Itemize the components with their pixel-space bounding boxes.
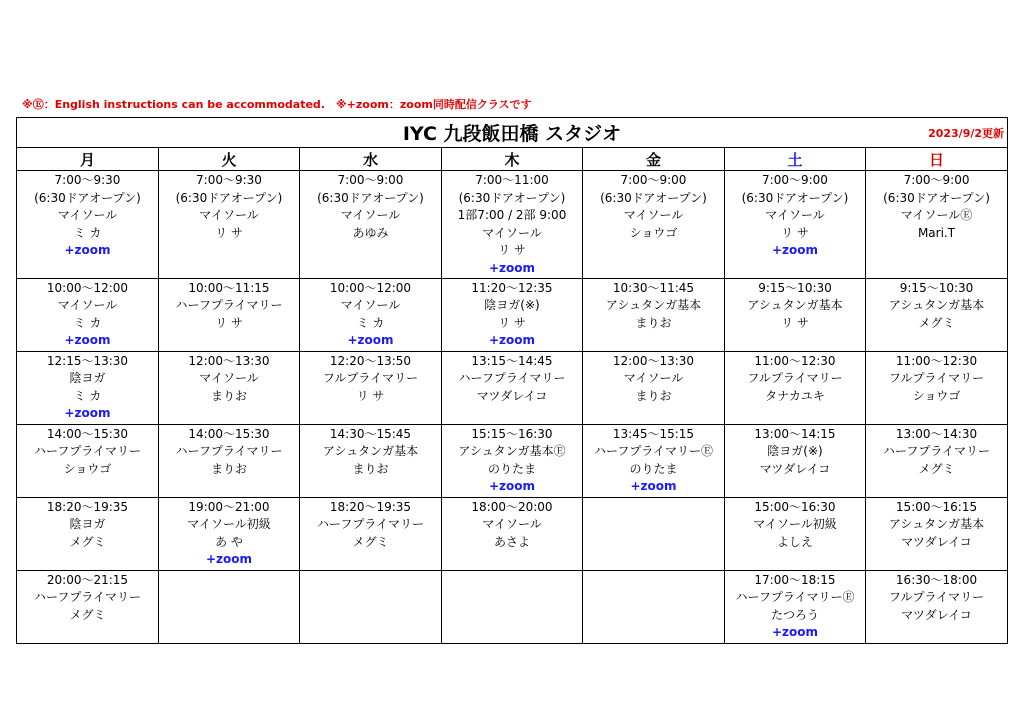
class-line: リ サ bbox=[498, 315, 526, 330]
class-line: マイソール bbox=[482, 225, 542, 240]
class-slot-mon bbox=[17, 570, 159, 643]
class-line: マイソール初級 bbox=[187, 517, 271, 532]
schedule-row bbox=[17, 424, 1008, 497]
class-line: (6:30ドアオープン) bbox=[458, 190, 566, 205]
day-thu: 木 bbox=[442, 148, 583, 171]
class-line: ハーフプライマリー bbox=[316, 517, 425, 532]
class-slot-mon bbox=[17, 171, 159, 279]
day-fri: 金 bbox=[583, 148, 725, 171]
class-line: アシュタンガ基本Ⓔ bbox=[458, 444, 566, 459]
class-slot-wed bbox=[300, 424, 442, 497]
class-line: ハーフプライマリーⒺ bbox=[593, 444, 714, 459]
class-slot-fri bbox=[583, 171, 725, 279]
class-slot-mon bbox=[17, 278, 159, 351]
class-slot-sat bbox=[725, 570, 866, 643]
day-sat: 土 bbox=[725, 148, 866, 171]
class-line: ショウゴ bbox=[629, 225, 678, 240]
day-sun: 日 bbox=[866, 148, 1008, 171]
class-line: マイソール bbox=[623, 371, 684, 386]
class-slot-thu bbox=[442, 497, 583, 570]
class-line: まりお bbox=[635, 388, 672, 403]
class-line: まりお bbox=[210, 388, 247, 403]
zoom-badge: +zoom bbox=[488, 479, 536, 494]
class-slot-tue bbox=[159, 171, 300, 279]
day-wed: 水 bbox=[300, 148, 442, 171]
class-time: 9:15〜10:30 bbox=[899, 280, 974, 295]
class-slot-wed bbox=[300, 497, 442, 570]
class-slot-tue bbox=[159, 278, 300, 351]
class-line: リ サ bbox=[498, 243, 526, 258]
class-time: 12:20〜13:50 bbox=[329, 353, 412, 368]
class-line: マツダレイコ bbox=[901, 534, 972, 549]
class-line: (6:30ドアオープン) bbox=[34, 190, 141, 205]
class-line: タナカユキ bbox=[765, 388, 825, 403]
class-line: メグミ bbox=[69, 534, 106, 549]
class-line: ミ カ bbox=[73, 388, 102, 403]
class-time: 11:00〜12:30 bbox=[895, 353, 978, 368]
class-slot-sun bbox=[866, 351, 1008, 424]
schedule-row bbox=[17, 570, 1008, 643]
class-time: 7:00〜9:00 bbox=[762, 173, 828, 187]
class-line: アシュタンガ基本 bbox=[747, 298, 843, 313]
title-cell bbox=[17, 118, 1008, 148]
class-line: マイソール初級 bbox=[753, 517, 837, 532]
class-line: マイソール bbox=[199, 208, 259, 223]
zoom-badge: +zoom bbox=[205, 552, 253, 567]
class-time: 15:15〜16:30 bbox=[471, 426, 553, 441]
class-line: マイソール bbox=[340, 298, 401, 313]
class-line: アシュタンガ基本 bbox=[605, 298, 702, 313]
class-time: 15:00〜16:30 bbox=[754, 499, 836, 514]
class-line: ショウゴ bbox=[63, 461, 112, 476]
class-time: 12:15〜13:30 bbox=[46, 353, 129, 368]
class-time: 12:00〜13:30 bbox=[188, 353, 270, 368]
class-slot-mon bbox=[17, 497, 159, 570]
class-time: 7:00〜9:30 bbox=[196, 173, 262, 187]
class-time: 14:30〜15:45 bbox=[329, 426, 412, 441]
class-slot-thu bbox=[442, 424, 583, 497]
class-slot-sun bbox=[866, 278, 1008, 351]
class-line: マツダレイコ bbox=[759, 461, 831, 476]
class-line: ハーフプライマリー bbox=[33, 444, 142, 459]
class-slot-mon bbox=[17, 424, 159, 497]
class-time: 20:00〜21:15 bbox=[46, 572, 129, 587]
class-line: マイソール bbox=[765, 208, 825, 223]
class-line: (6:30ドアオープン) bbox=[175, 190, 283, 205]
class-time: 7:00〜9:00 bbox=[620, 173, 687, 187]
zoom-badge: +zoom bbox=[64, 243, 111, 258]
class-slot-wed bbox=[300, 278, 442, 351]
class-slot-fri bbox=[583, 278, 725, 351]
class-line: マイソール bbox=[623, 208, 684, 223]
class-line: ハーフプライマリーⒺ bbox=[735, 590, 855, 605]
class-line: 陰ヨガ(※) bbox=[767, 444, 823, 459]
updated-date: 2023/9/2更新 bbox=[928, 127, 1005, 140]
class-line: ミ カ bbox=[73, 315, 102, 330]
class-time: 10:30〜11:45 bbox=[612, 280, 695, 295]
class-line: アシュタンガ基本 bbox=[322, 444, 419, 459]
class-slot-tue bbox=[159, 351, 300, 424]
class-time: 11:20〜12:35 bbox=[471, 280, 553, 295]
class-slot-fri bbox=[583, 570, 725, 643]
class-line: メグミ bbox=[918, 315, 955, 330]
class-time: 14:00〜15:30 bbox=[46, 426, 129, 441]
class-time: 12:00〜13:30 bbox=[612, 353, 695, 368]
class-time: 11:00〜12:30 bbox=[754, 353, 836, 368]
zoom-badge: +zoom bbox=[488, 333, 536, 348]
zoom-badge: +zoom bbox=[771, 243, 819, 258]
class-line: メグミ bbox=[352, 534, 389, 549]
class-line: まりお bbox=[352, 461, 389, 476]
class-time: 13:00〜14:30 bbox=[895, 426, 978, 441]
zoom-badge: +zoom bbox=[488, 260, 536, 275]
class-line: マイソール bbox=[57, 298, 118, 313]
class-line: (6:30ドアオープン) bbox=[600, 190, 707, 205]
class-time: 7:00〜9:30 bbox=[54, 173, 121, 187]
studio-title: IYC 九段飯田橋 スタジオ bbox=[402, 123, 622, 145]
class-line: たつろう bbox=[770, 607, 819, 622]
class-slot-sun bbox=[866, 171, 1008, 279]
class-time: 10:00〜12:00 bbox=[329, 280, 412, 295]
class-line: のりたま bbox=[629, 461, 678, 476]
zoom-badge: +zoom bbox=[771, 625, 819, 640]
class-line: リ サ bbox=[356, 388, 385, 403]
class-line: ハーフプライマリー bbox=[175, 298, 283, 313]
class-line: メグミ bbox=[69, 607, 106, 622]
class-slot-sun bbox=[866, 570, 1008, 643]
class-line: アシュタンガ基本 bbox=[888, 517, 985, 532]
class-line: マイソール bbox=[199, 371, 259, 386]
day-tue: 火 bbox=[159, 148, 300, 171]
class-time: 7:00〜11:00 bbox=[475, 173, 549, 187]
class-line: フルプライマリー bbox=[888, 371, 985, 386]
class-slot-sat bbox=[725, 497, 866, 570]
class-slot-wed bbox=[300, 351, 442, 424]
class-time: 18:20〜19:35 bbox=[329, 499, 412, 514]
class-line: のりたま bbox=[487, 461, 536, 476]
class-line: マイソール bbox=[57, 208, 118, 223]
schedule-row bbox=[17, 351, 1008, 424]
class-line: 陰ヨガ bbox=[69, 517, 106, 532]
schedule-row bbox=[17, 171, 1008, 279]
class-line: まりお bbox=[635, 315, 672, 330]
class-time: 18:00〜20:00 bbox=[471, 499, 553, 514]
class-line: あ や bbox=[215, 534, 243, 549]
class-line: あさよ bbox=[493, 534, 530, 549]
class-slot-tue bbox=[159, 424, 300, 497]
class-line: フルプライマリー bbox=[747, 371, 843, 386]
class-line: リ サ bbox=[781, 315, 809, 330]
class-slot-wed bbox=[300, 171, 442, 279]
class-time: 18:20〜19:35 bbox=[46, 499, 129, 514]
class-line: Mari.T bbox=[917, 225, 956, 240]
class-line: リ サ bbox=[781, 225, 809, 240]
class-slot-thu bbox=[442, 570, 583, 643]
class-slot-sat bbox=[725, 171, 866, 279]
class-slot-fri bbox=[583, 424, 725, 497]
class-slot-thu bbox=[442, 278, 583, 351]
schedule-row bbox=[17, 278, 1008, 351]
class-line: 1部7:00 / 2部 9:00 bbox=[457, 208, 567, 223]
class-line: (6:30ドアオープン) bbox=[317, 190, 424, 205]
class-slot-thu bbox=[442, 351, 583, 424]
class-time: 10:00〜11:15 bbox=[188, 280, 270, 295]
zoom-badge: +zoom bbox=[64, 333, 111, 348]
class-line: マイソール bbox=[482, 517, 542, 532]
class-line: メグミ bbox=[918, 461, 955, 476]
class-slot-sat bbox=[725, 278, 866, 351]
class-line: フルプライマリー bbox=[888, 590, 985, 605]
class-line: ハーフプライマリー bbox=[33, 590, 142, 605]
class-slot-fri bbox=[583, 497, 725, 570]
class-slot-tue bbox=[159, 570, 300, 643]
class-line: アシュタンガ基本 bbox=[888, 298, 985, 313]
class-line: ミ カ bbox=[73, 225, 102, 240]
schedule-table bbox=[16, 117, 1008, 644]
schedule-row bbox=[17, 497, 1008, 570]
class-line: 陰ヨガ bbox=[69, 371, 106, 386]
class-time: 19:00〜21:00 bbox=[188, 499, 270, 514]
class-slot-wed bbox=[300, 570, 442, 643]
class-line: (6:30ドアオープン) bbox=[741, 190, 849, 205]
class-time: 13:45〜15:15 bbox=[612, 426, 695, 441]
legend-note: ※Ⓔ：English instructions can be accommodated. ※+zoom：zoom同時配信クラスです bbox=[22, 98, 532, 111]
class-time: 13:15〜14:45 bbox=[471, 353, 553, 368]
class-time: 9:15〜10:30 bbox=[758, 280, 832, 295]
class-slot-sat bbox=[725, 351, 866, 424]
class-slot-fri bbox=[583, 351, 725, 424]
class-line: ハーフプライマリー bbox=[458, 371, 566, 386]
class-slot-sun bbox=[866, 497, 1008, 570]
class-line: リ サ bbox=[215, 315, 243, 330]
day-mon: 月 bbox=[17, 148, 159, 171]
zoom-badge: +zoom bbox=[630, 479, 677, 494]
class-line: フルプライマリー bbox=[322, 371, 419, 386]
class-time: 17:00〜18:15 bbox=[754, 572, 836, 587]
day-header-row bbox=[17, 148, 1008, 171]
class-line: あゆみ bbox=[352, 225, 389, 240]
class-time: 16:30〜18:00 bbox=[895, 572, 978, 587]
class-slot-tue bbox=[159, 497, 300, 570]
class-line: リ サ bbox=[215, 225, 243, 240]
class-line: マイソールⒺ bbox=[900, 208, 973, 223]
zoom-badge: +zoom bbox=[64, 406, 111, 421]
class-line: まりお bbox=[210, 461, 247, 476]
class-line: マツダレイコ bbox=[901, 607, 972, 622]
class-slot-thu bbox=[442, 171, 583, 279]
class-time: 15:00〜16:15 bbox=[895, 499, 978, 514]
class-time: 13:00〜14:15 bbox=[754, 426, 836, 441]
zoom-badge: +zoom bbox=[347, 333, 394, 348]
class-line: マツダレイコ bbox=[476, 388, 548, 403]
class-slot-sat bbox=[725, 424, 866, 497]
class-slot-sun bbox=[866, 424, 1008, 497]
class-line: ハーフプライマリー bbox=[175, 444, 283, 459]
class-time: 10:00〜12:00 bbox=[46, 280, 129, 295]
class-time: 7:00〜9:00 bbox=[337, 173, 404, 187]
class-line: ミ カ bbox=[356, 315, 385, 330]
class-time: 14:00〜15:30 bbox=[188, 426, 270, 441]
class-line: 陰ヨガ(※) bbox=[484, 298, 540, 313]
class-slot-mon bbox=[17, 351, 159, 424]
class-time: 7:00〜9:00 bbox=[903, 173, 970, 187]
class-line: ハーフプライマリー bbox=[882, 444, 991, 459]
class-line: マイソール bbox=[340, 208, 401, 223]
class-line: よしえ bbox=[776, 534, 813, 549]
class-line: ショウゴ bbox=[912, 388, 961, 403]
class-line: (6:30ドアオープン) bbox=[883, 190, 990, 205]
